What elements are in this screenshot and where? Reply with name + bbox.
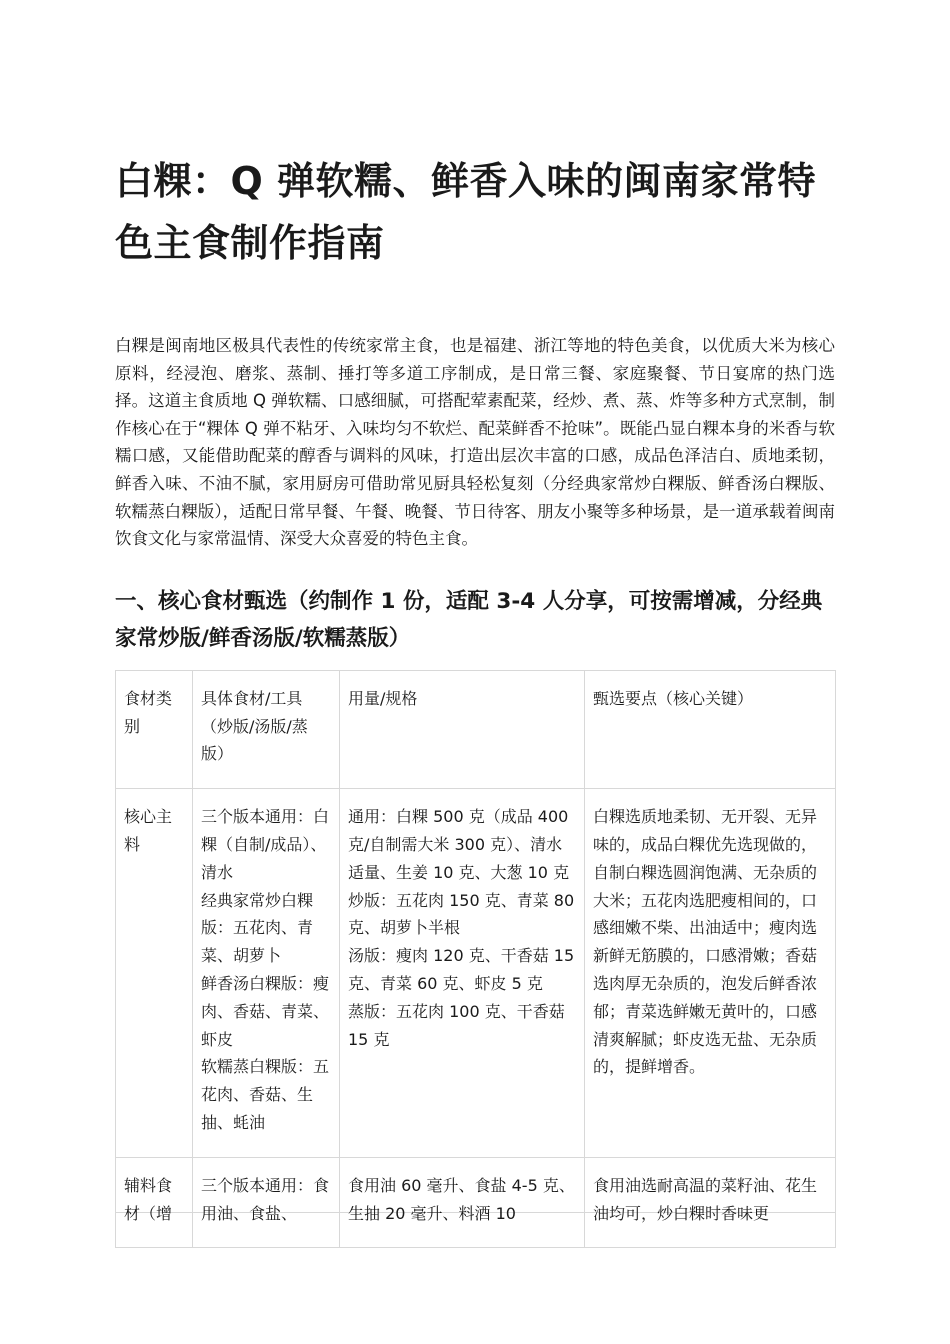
amount-line: 汤版：瘦肉 120 克、干香菇 15 克、青菜 60 克、虾皮 5 克 [348,946,575,993]
amount-line: 炒版：五花肉 150 克、青菜 80 克、胡萝卜半根 [348,890,575,938]
ingredient-table [115,670,836,1249]
cell-amounts [340,789,585,1158]
amount-line: 通用：白粿 500 克（成品 400 克/自制需大米 300 克）、清水适量、生姜 10 克、大葱 10 克 [348,807,570,882]
cell-items [193,789,340,1158]
amount-line: 蒸版：五花肉 100 克、干香菇 15 克 [348,1001,565,1049]
amount-line: 食用油 60 毫升、食盐 4-5 克、生抽 20 毫升、料酒 10 [348,1175,575,1223]
document-page [115,150,835,1223]
header-cell-amounts: 用量/规格 [340,670,585,788]
section-heading: 一、核心食材甄选（约制作 1 份，适配 3-4 人分享，可按需增减，分经典家常炒版/鲜香汤版/软糯蒸版） [115,588,823,651]
cell-category: 辅料食材（增 [116,1157,193,1248]
header-cell-category: 食材类别 [116,670,193,788]
table-header-row [116,670,836,788]
header-cell-items: 具体食材/工具（炒版/汤版/蒸版） [193,670,340,788]
table-row [116,1157,836,1248]
item-line: 经典家常炒白粿版：五花肉、青菜、胡萝卜 [201,890,314,966]
cell-category: 核心主料 [116,789,193,1158]
intro-paragraph: 白粿是闽南地区极具代表性的传统家常主食，也是福建、浙江等地的特色美食，以优质大米为核心原料，经浸泡、磨浆、蒸制、捶打等多道工序制成，是日常三餐、家庭聚餐、节日宴席的热门选择。这道主食质地 Q 弹软糯、口感细腻，可搭配荤素配菜，经炒、煮、蒸、炸等多种方式烹制，制作核心在于“粿体 Q 弹不粘牙、入味均匀不软烂、配菜鲜香不抢味”。既能凸显白粿本身的米香与软糯口感，又能借助配菜的醇香与调料的风味，打造出层次丰富的口感，成品色泽洁白、质地柔韧，鲜香入味、不油不腻，家用厨房可借助常见厨具轻松复刻（分经典家常炒白粿版、鲜香汤白粿版、软糯蒸白粿版），适配日常早餐、午餐、晚餐、节日待客、朋友小聚等多种场景，是一道承载着闽南饮食文化与家常温情、深受大众喜爱的特色主食。 [115,336,835,549]
item-line: 三个版本通用：白粿（自制/成品）、清水 [201,807,330,882]
header-cell-tips: 甄选要点（核心关键） [585,670,836,788]
table-row [116,789,836,1158]
item-line: 鲜香汤白粿版：瘦肉、香菇、青菜、虾皮 [201,973,330,1049]
cell-items [193,1157,340,1248]
cell-amounts [340,1157,585,1248]
item-line: 三个版本通用：食用油、食盐、 [201,1175,330,1223]
page-title: 白粿：Q 弹软糯、鲜香入味的闽南家常特色主食制作指南 [115,159,817,265]
item-line: 软糯蒸白粿版：五花肉、香菇、生抽、蚝油 [201,1057,330,1132]
ingredient-table-wrapper [115,670,835,1223]
cell-tips: 白粿选质地柔韧、无开裂、无异味的，成品白粿优先选现做的，自制白粿选圆润饱满、无杂质的大米；五花肉选肥瘦相间的，口感细嫩不柴、出油适中；瘦肉选新鲜无筋膜的，口感滑嫩；香菇选肉厚无杂质的，泡发后鲜香浓郁；青菜选鲜嫩无黄叶的，口感清爽解腻；虾皮选无盐、无杂质的，提鲜增香。 [585,789,836,1158]
cell-tips: 食用油选耐高温的菜籽油、花生油均可，炒白粿时香味更 [585,1157,836,1248]
